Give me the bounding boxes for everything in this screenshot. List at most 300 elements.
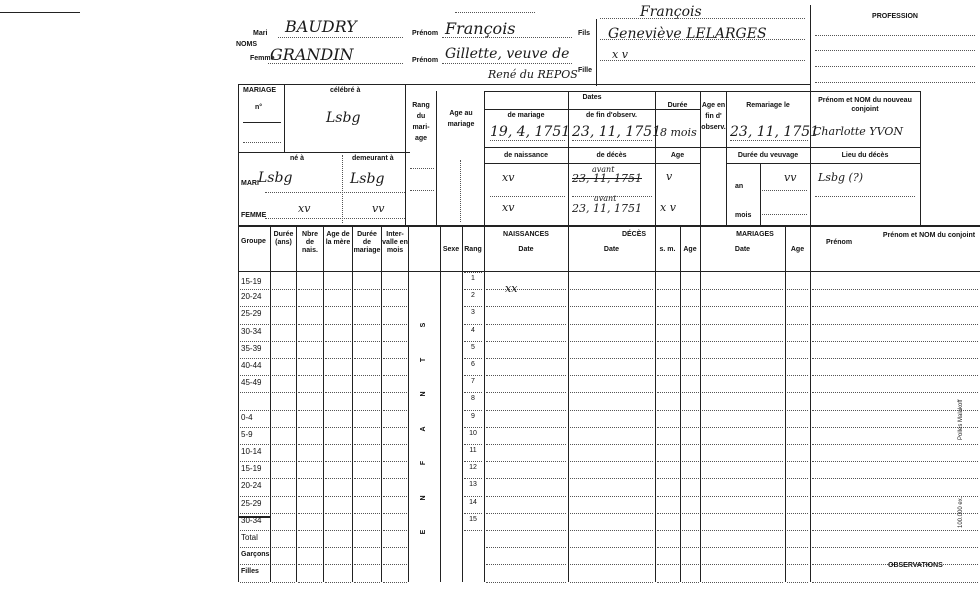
femme-age: x v [660, 201, 676, 214]
rank-rule [464, 530, 482, 531]
rank-rule [464, 324, 482, 325]
row-rule [298, 410, 322, 411]
row-rule [702, 461, 783, 462]
enfants-letter: A [420, 426, 427, 432]
row-rule [325, 444, 351, 445]
row-rule [240, 410, 269, 411]
row-rule [486, 306, 566, 307]
row-rule [702, 564, 783, 565]
row-rule [272, 461, 295, 462]
row-rule [272, 496, 295, 497]
row-rule [702, 289, 783, 290]
row-rule [298, 358, 322, 359]
row-rule [383, 582, 407, 583]
row-rule [272, 341, 295, 342]
row-rule [298, 478, 322, 479]
fils-label: Fils [578, 30, 591, 37]
row-rule [682, 375, 699, 376]
row-rule [682, 582, 699, 583]
row-rule [240, 341, 269, 342]
mois-label: mois [735, 212, 752, 219]
row-rule [240, 461, 269, 462]
row-rule [272, 306, 295, 307]
row-rule [298, 461, 322, 462]
row-rule [486, 341, 566, 342]
row-rule [486, 444, 566, 445]
row-rule [570, 324, 653, 325]
row-rule [787, 530, 808, 531]
mari-age: v [666, 170, 673, 183]
row-rule [298, 513, 322, 514]
row-rule [812, 427, 978, 428]
mariage-age-label: Age [790, 246, 805, 253]
row-rule [383, 324, 407, 325]
group-label: 5-9 [241, 430, 253, 439]
row-rule [383, 478, 407, 479]
prenom-col-label: Prénom [826, 239, 853, 246]
nbre-nais-label: Nbre de nais. [302, 231, 318, 254]
rank-number: 13 [469, 481, 477, 488]
row-rule [787, 427, 808, 428]
row-rule [682, 427, 699, 428]
rank-number: 6 [471, 361, 475, 368]
row-rule [787, 289, 808, 290]
row-rule [240, 564, 269, 565]
row-rule [298, 306, 322, 307]
row-rule [486, 375, 566, 376]
noms-label: NOMS [236, 41, 257, 48]
femme-deces: 23, 11, 1751 [572, 202, 642, 215]
row-rule [272, 410, 295, 411]
group-label: Filles [241, 568, 259, 575]
naissances-label: NAISSANCES [503, 231, 549, 238]
rank-rule [464, 358, 482, 359]
group-label: 45-49 [241, 378, 262, 387]
mariage-title: MARIAGE [243, 87, 277, 94]
row-rule [354, 341, 380, 342]
group-label: 15-19 [241, 464, 262, 473]
group-label: 10-14 [241, 447, 262, 456]
row-rule [240, 427, 269, 428]
row-rule [682, 289, 699, 290]
row-rule [812, 392, 978, 393]
conjoint-col-label: Prénom et NOM du conjoint [882, 232, 976, 239]
fille-label: Fille [578, 67, 593, 74]
row-rule [240, 375, 269, 376]
row-rule [657, 530, 679, 531]
fils-line3: x v [612, 48, 628, 61]
no-label: n° [255, 104, 263, 111]
rank-rule [464, 513, 482, 514]
row-rule [787, 444, 808, 445]
rank-number: 15 [469, 516, 477, 523]
row-rule [812, 375, 978, 376]
deces-col-label: DÉCÈS [621, 231, 647, 238]
row-rule [570, 410, 653, 411]
row-rule [812, 341, 978, 342]
row-rule [383, 427, 407, 428]
row-rule [702, 358, 783, 359]
row-rule [812, 410, 978, 411]
row-rule [486, 324, 566, 325]
rank-rule [464, 461, 482, 462]
row-rule [325, 564, 351, 565]
row-rule [272, 289, 295, 290]
dates-label: Dates [582, 94, 602, 101]
row-rule [486, 496, 566, 497]
enfants-letter: T [420, 357, 427, 363]
mari-label: Mari [253, 30, 268, 37]
row-rule [812, 564, 978, 565]
row-rule [682, 547, 699, 548]
row-rule [354, 513, 380, 514]
rank-rule [464, 410, 482, 411]
row-rule [570, 478, 653, 479]
row-rule [354, 375, 380, 376]
row-rule [240, 513, 269, 514]
row-rule [383, 358, 407, 359]
row-rule [702, 392, 783, 393]
de-mariage-label: de mariage [507, 112, 545, 119]
row-rule [486, 582, 566, 583]
row-rule [354, 564, 380, 565]
group-label: Total [241, 533, 258, 542]
row-rule [702, 324, 783, 325]
rank-number: 14 [469, 499, 477, 506]
row-rule [272, 582, 295, 583]
row-rule [383, 513, 407, 514]
rank-rule [464, 478, 482, 479]
mari-prenom: François [445, 19, 516, 38]
femme-deces-note: avant [594, 194, 617, 203]
mari-deces-note: avant [592, 165, 615, 174]
row-rule [354, 496, 380, 497]
row-rule [657, 358, 679, 359]
celebre-label: célébré à [330, 87, 361, 94]
row-rule [354, 547, 380, 548]
row-rule [325, 496, 351, 497]
row-rule [240, 392, 269, 393]
row-rule [486, 289, 566, 290]
group-label: 25-29 [241, 309, 262, 318]
mariages-label: MARIAGES [736, 231, 774, 238]
row-rule [787, 306, 808, 307]
row-rule [682, 513, 699, 514]
row-rule [570, 306, 653, 307]
row-rule [657, 547, 679, 548]
femme-naissance: xv [502, 201, 515, 214]
rang-label: Rang du mari-age [412, 102, 430, 142]
rank-number: 12 [469, 464, 477, 471]
printer-text: Polles Malakoff [958, 399, 964, 440]
row-rule [486, 513, 566, 514]
row-rule [682, 392, 699, 393]
group-label: Garçons [241, 551, 270, 558]
row-rule [272, 530, 295, 531]
group-label: 25-29 [241, 499, 262, 508]
row-rule [298, 375, 322, 376]
rank-number: 5 [471, 344, 475, 351]
rank-number: 7 [471, 378, 475, 385]
row-rule [240, 306, 269, 307]
row-rule [486, 427, 566, 428]
deces-age-label: Age [683, 246, 697, 253]
row-rule [682, 530, 699, 531]
rank-rule [464, 341, 482, 342]
demeurant-label: demeurant à [352, 155, 394, 162]
age-label: Age [670, 152, 685, 159]
row-rule [272, 375, 295, 376]
row-rule [657, 289, 679, 290]
duree-label: Durée [667, 102, 688, 109]
fin-obs-label: de fin d'observ. [586, 112, 637, 119]
row-rule [812, 358, 978, 359]
row-rule [354, 392, 380, 393]
lieu-deces: Lsbg (?) [818, 171, 864, 184]
row-rule [570, 496, 653, 497]
naissance-rank2: xx [505, 282, 518, 295]
intervalle-label: Inter-valle en mois [382, 231, 408, 254]
row-rule [325, 289, 351, 290]
rank-rule [464, 306, 482, 307]
row-rule [657, 444, 679, 445]
groupe-label: Groupe [241, 238, 266, 245]
rank-number: 4 [471, 327, 475, 334]
row-rule [325, 427, 351, 428]
rank-number: 9 [471, 413, 475, 420]
group-label: 30-34 [241, 327, 262, 336]
row-rule [383, 444, 407, 445]
femme-name: GRANDIN [270, 45, 354, 64]
row-rule [354, 444, 380, 445]
row-rule [383, 461, 407, 462]
row-rule [354, 410, 380, 411]
row-rule [298, 564, 322, 565]
rank-rule [464, 272, 482, 273]
sexe-label: Sexe [442, 246, 460, 253]
row-rule [682, 478, 699, 479]
mari-row-label: MARI [241, 180, 259, 187]
row-rule [787, 496, 808, 497]
row-rule [240, 582, 269, 583]
row-rule [657, 564, 679, 565]
row-rule [383, 410, 407, 411]
row-rule [240, 324, 269, 325]
rank-rule [464, 427, 482, 428]
row-rule [702, 427, 783, 428]
row-rule [298, 324, 322, 325]
row-rule [702, 444, 783, 445]
femme-prenom-label: Prénom [412, 57, 439, 64]
ne-label: né à [290, 155, 305, 162]
row-rule [298, 289, 322, 290]
row-rule [272, 358, 295, 359]
date-fin-obs: 23, 11, 1751 [572, 124, 662, 140]
row-rule [272, 547, 295, 548]
row-rule [570, 444, 653, 445]
row-rule [383, 375, 407, 376]
remariage-label: Remariage le [746, 102, 790, 109]
row-rule [354, 358, 380, 359]
row-rule [298, 392, 322, 393]
row-rule [354, 478, 380, 479]
row-rule [298, 530, 322, 531]
row-rule [812, 478, 978, 479]
femme-prenom-line1: Gillette, veuve de [445, 46, 570, 62]
rank-rule [464, 496, 482, 497]
row-rule [240, 444, 269, 445]
row-rule [570, 289, 653, 290]
row-rule [657, 427, 679, 428]
age-fin-label: Age en fin d' observ. [701, 102, 726, 131]
an-label: an [735, 183, 744, 190]
rank-rule [464, 392, 482, 393]
deces-label: de décès [596, 152, 627, 159]
row-rule [682, 564, 699, 565]
row-rule [812, 444, 978, 445]
row-rule [657, 392, 679, 393]
row-rule [325, 358, 351, 359]
lieu-deces-label: Lieu du décès [841, 152, 889, 159]
row-rule [812, 306, 978, 307]
row-rule [383, 564, 407, 565]
row-rule [812, 582, 978, 583]
age-mere-label: Age de la mère [325, 231, 351, 246]
row-rule [272, 324, 295, 325]
mariage-date-label: Date [734, 246, 751, 253]
row-rule [682, 444, 699, 445]
row-rule [325, 530, 351, 531]
row-rule [570, 564, 653, 565]
mari-naissance: xv [502, 171, 515, 184]
duree-mariage-label: Durée de mariage [353, 231, 381, 254]
row-rule [657, 306, 679, 307]
mari-demeurant: Lsbg [350, 171, 385, 187]
row-rule [325, 410, 351, 411]
row-rule [787, 564, 808, 565]
row-rule [240, 289, 269, 290]
row-rule [486, 530, 566, 531]
row-rule [486, 478, 566, 479]
row-rule [486, 392, 566, 393]
femme-label: Femme [250, 55, 275, 62]
rank-number: 11 [469, 447, 477, 454]
rank-rule [464, 444, 482, 445]
row-rule [702, 410, 783, 411]
deces-date-label: Date [603, 246, 620, 253]
row-rule [570, 582, 653, 583]
row-rule [570, 341, 653, 342]
row-rule [354, 427, 380, 428]
femme-ne: xv [298, 202, 311, 215]
mari-name: BAUDRY [285, 17, 357, 36]
row-rule [570, 461, 653, 462]
row-rule [787, 547, 808, 548]
rank-number: 3 [471, 309, 475, 316]
row-rule [325, 341, 351, 342]
rang-col-label: Rang [464, 246, 482, 253]
group-label: 40-44 [241, 361, 262, 370]
row-rule [787, 375, 808, 376]
row-rule [272, 392, 295, 393]
row-rule [272, 564, 295, 565]
row-rule [702, 513, 783, 514]
rank-number: 8 [471, 395, 475, 402]
row-rule [486, 564, 566, 565]
row-rule [272, 513, 295, 514]
row-rule [383, 547, 407, 548]
row-rule [702, 582, 783, 583]
observations-label: OBSERVATIONS [888, 562, 943, 569]
row-rule [657, 341, 679, 342]
row-rule [812, 547, 978, 548]
row-rule [383, 530, 407, 531]
row-rule [354, 306, 380, 307]
row-rule [354, 289, 380, 290]
enfants-letter: E [420, 529, 427, 535]
mari-deces-struck: 23, 11, 1751 [572, 172, 642, 185]
age-mariage-label: Age au mariage [447, 110, 475, 128]
nouveau-conjoint: Charlotte YVON [813, 125, 903, 138]
date-mariage: 19, 4, 1751 [490, 124, 571, 140]
row-rule [787, 324, 808, 325]
row-rule [325, 547, 351, 548]
group-label: 0-4 [241, 413, 253, 422]
row-rule [812, 461, 978, 462]
row-rule [570, 358, 653, 359]
row-rule [325, 582, 351, 583]
row-rule [240, 496, 269, 497]
rank-number: 10 [469, 430, 477, 437]
row-rule [486, 547, 566, 548]
row-rule [812, 324, 978, 325]
row-rule [383, 306, 407, 307]
veuvage-value: vv [784, 171, 797, 184]
row-rule [812, 289, 978, 290]
row-rule [240, 530, 269, 531]
row-rule [298, 547, 322, 548]
enfants-letter: F [420, 460, 427, 466]
row-rule [298, 444, 322, 445]
group-label: 35-39 [241, 344, 262, 353]
row-rule [486, 358, 566, 359]
row-rule [657, 582, 679, 583]
row-rule [383, 496, 407, 497]
row-rule [702, 375, 783, 376]
row-rule [657, 513, 679, 514]
femme-demeurant: vv [372, 202, 385, 215]
row-rule [325, 375, 351, 376]
rank-rule [464, 289, 482, 290]
enfants-letter: N [420, 495, 427, 501]
row-rule [682, 306, 699, 307]
row-rule [354, 324, 380, 325]
fils-line1: François [640, 4, 702, 20]
row-rule [325, 392, 351, 393]
remariage-value: 23, 11, 1751 [730, 124, 820, 140]
row-rule [570, 530, 653, 531]
row-rule [702, 496, 783, 497]
profession-label: PROFESSION [872, 13, 918, 20]
row-rule [354, 582, 380, 583]
row-rule [298, 341, 322, 342]
mari-prenom-label: Prénom [412, 30, 439, 37]
duree-value: 8 mois [660, 126, 697, 139]
group-label: 20-24 [241, 292, 262, 301]
row-rule [272, 478, 295, 479]
row-rule [787, 392, 808, 393]
print-run-text: 100.000 ex. [958, 496, 964, 528]
